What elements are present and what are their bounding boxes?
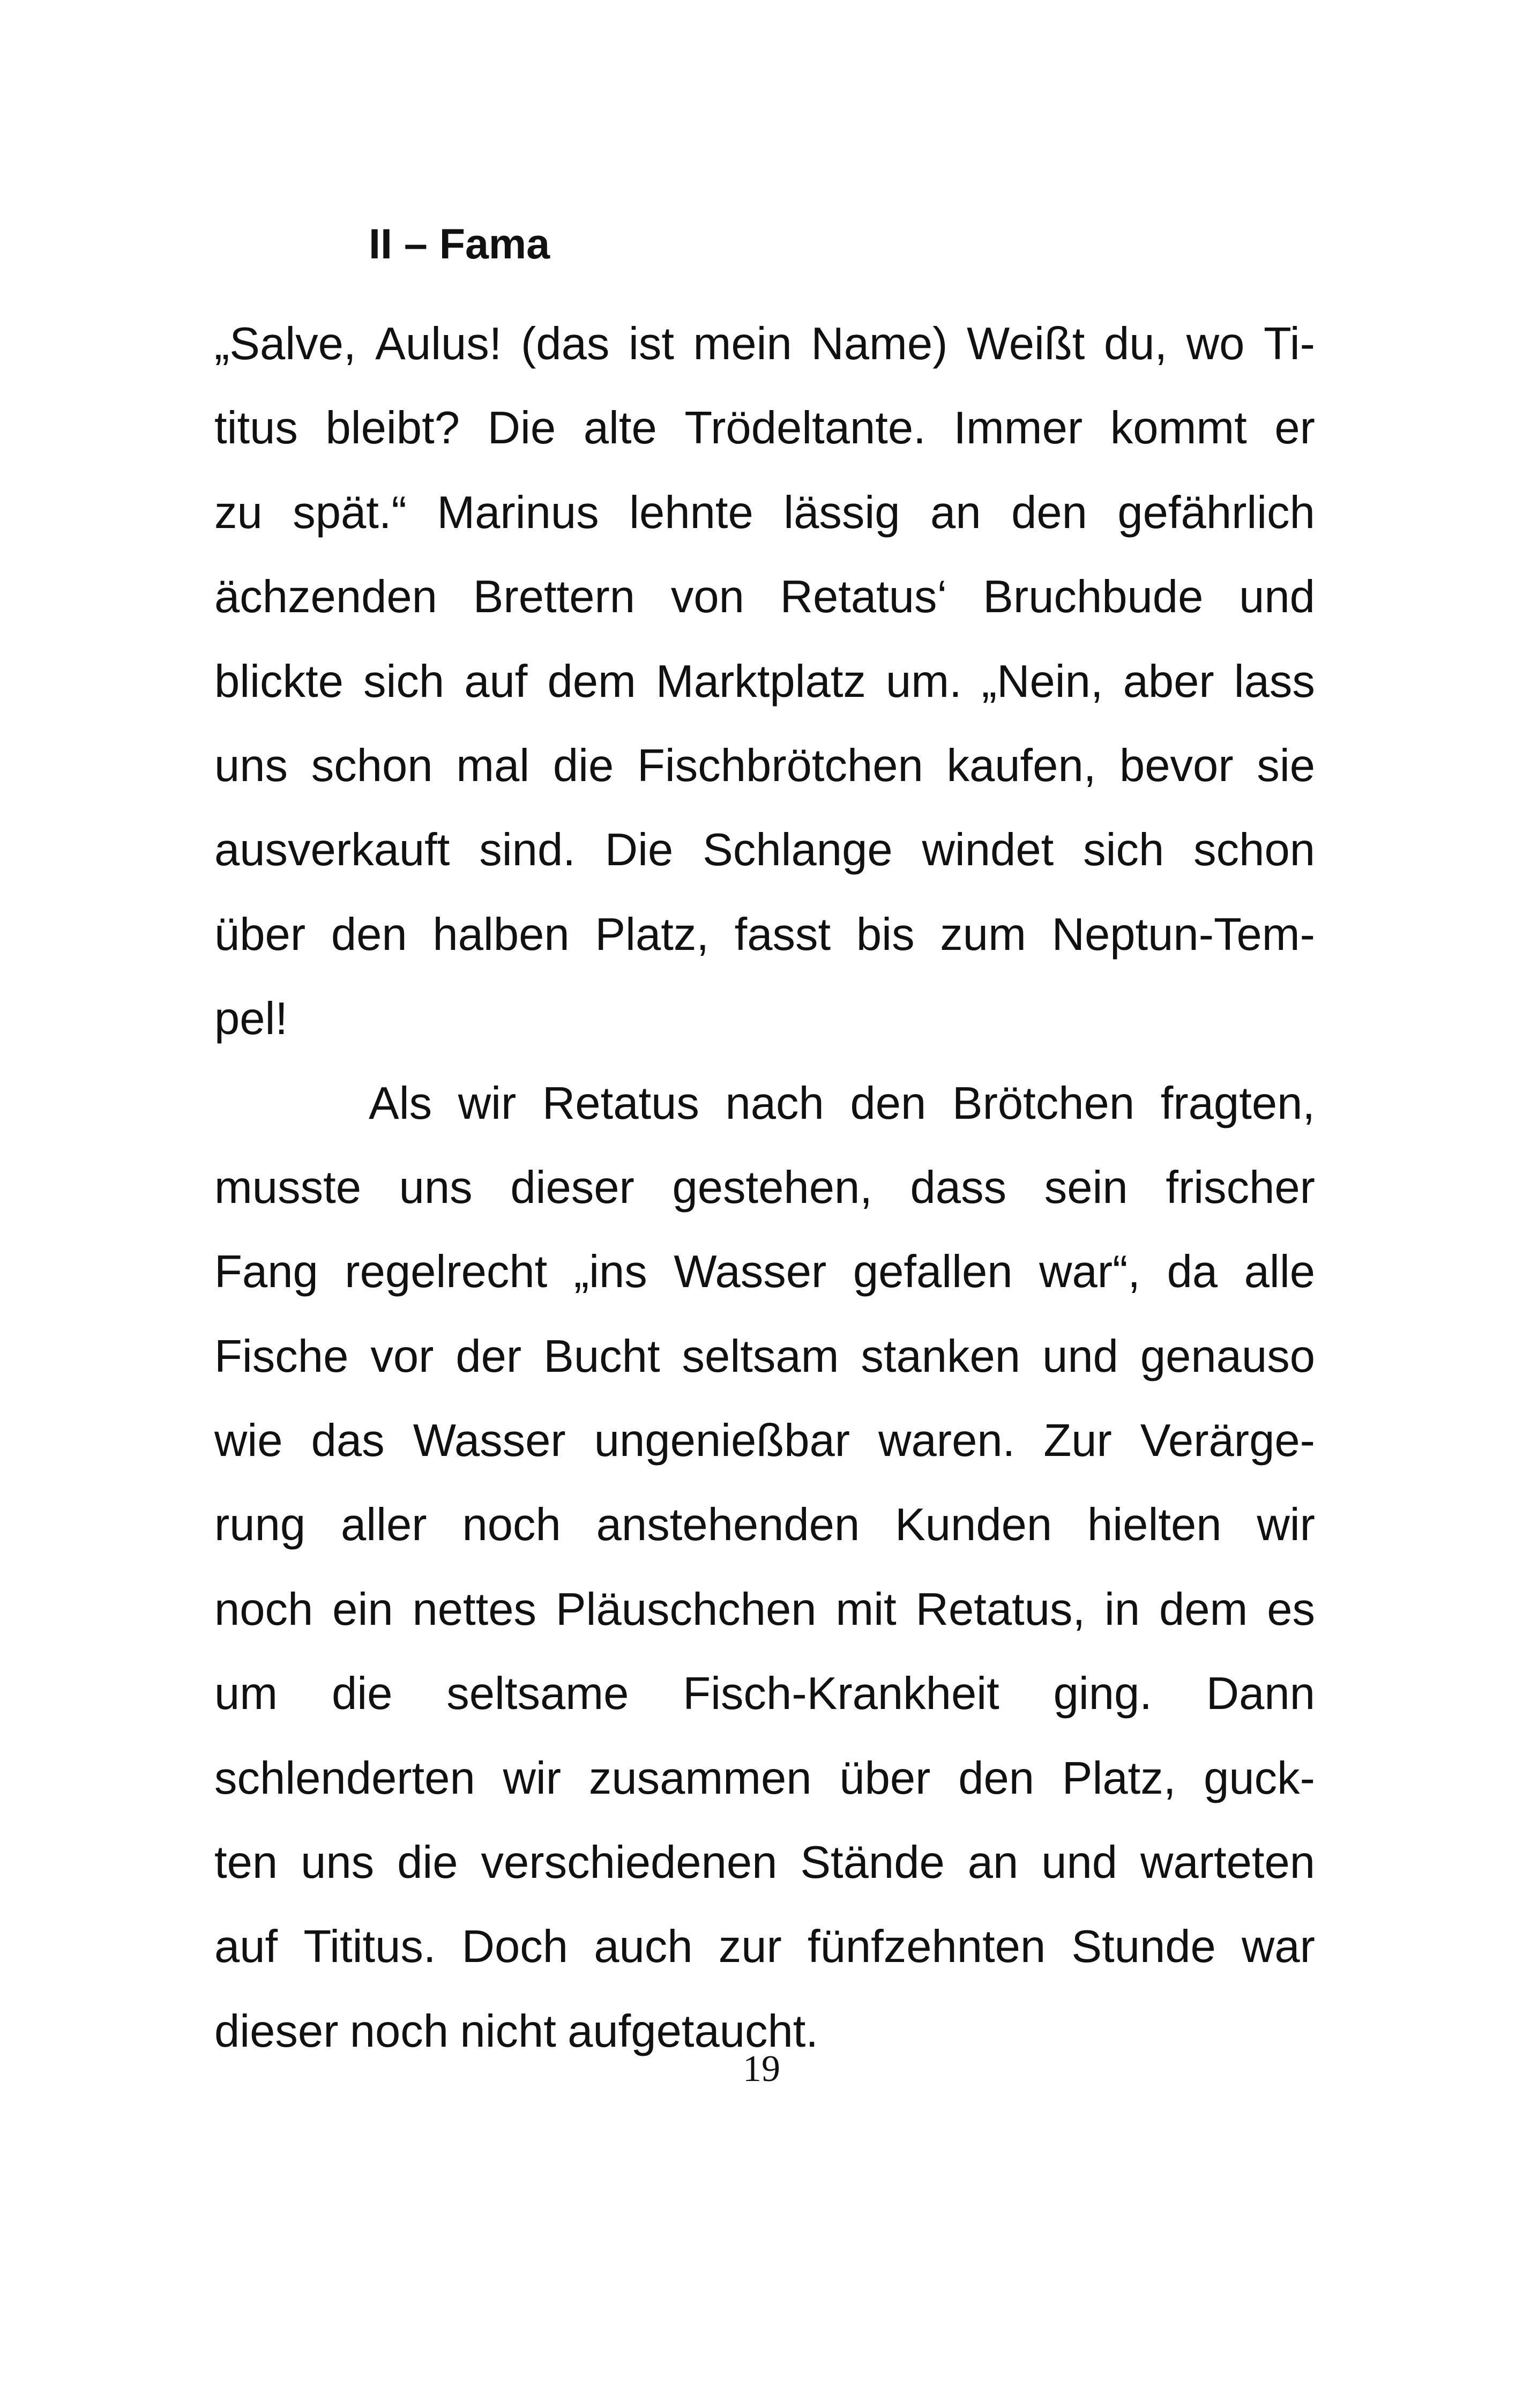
text-line: blickte sich auf dem Marktplatz um. „Nein, aber lass (214, 656, 1315, 707)
text-line: ten uns die verschiedenen Stände an und warteten (214, 1837, 1315, 1889)
text-line: ausverkauft sind. Die Schlange windet sich schon (214, 824, 1315, 876)
paragraph (214, 302, 1315, 1061)
body-text (214, 302, 1315, 2073)
text-line: über den halben Platz, fasst bis zum Neptun-Tem- (214, 909, 1315, 960)
text-line: schlenderten wir zusammen über den Platz, guck- (214, 1752, 1315, 1804)
text-line: „Salve, Aulus! (das ist mein Name) Weißt du, wo Ti- (214, 318, 1315, 369)
text-line: pel! (214, 993, 288, 1045)
text-line: uns schon mal die Fischbrötchen kaufen, bevor sie (214, 740, 1315, 791)
text-line: um die seltsame Fisch-Krankheit ging. Dann (214, 1668, 1315, 1720)
text-line: Fang regelrecht „ins Wasser gefallen war“, da alle (214, 1246, 1315, 1298)
text-line: auf Tititus. Doch auch zur fünfzehnten Stunde war (214, 1921, 1315, 1973)
text-line: Als wir Retatus nach den Brötchen fragten, (369, 1077, 1315, 1129)
text-line: ächzenden Brettern von Retatus‘ Bruchbude und (214, 571, 1315, 623)
text-line: zu spät.“ Marinus lehnte lässig an den gefährlich (214, 487, 1315, 538)
chapter-title: II – Fama (369, 220, 550, 267)
text-line: Fische vor der Bucht seltsam stanken und genauso (214, 1331, 1315, 1382)
text-line: dieser noch nicht aufgetaucht. (214, 2005, 819, 2057)
text-line: musste uns dieser gestehen, dass sein frischer (214, 1162, 1315, 1213)
page-number: 19 (743, 2048, 780, 2090)
text-line: wie das Wasser ungenießbar waren. Zur Verärge- (214, 1415, 1315, 1467)
paragraph (214, 1061, 1315, 2074)
text-line: titus bleibt? Die alte Trödeltante. Immer kommt er (214, 403, 1315, 454)
text-line: rung aller noch anstehenden Kunden hielten wir (214, 1499, 1315, 1551)
text-line: noch ein nettes Pläuschchen mit Retatus, in dem es (214, 1584, 1315, 1635)
